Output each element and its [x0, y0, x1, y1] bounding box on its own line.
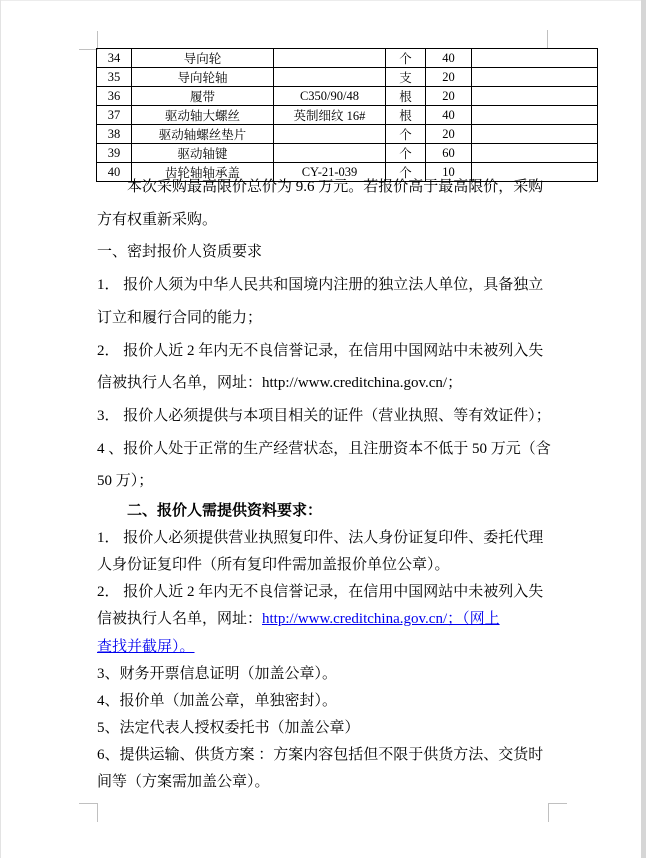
text-line — [97, 634, 567, 661]
cell-unit: 个 — [386, 49, 426, 68]
credit-china-link[interactable]: http://www.creditchina.gov.cn/；（网上 — [262, 611, 500, 628]
text-line: 1． 报价人必须提供营业执照复印件、法人身份证复印件、委托代理 — [97, 530, 544, 547]
text-line: 2． 报价人近 2 年内无不良信誉记录，在信用中国网站中未被列入失 — [97, 584, 544, 601]
cell-spec — [274, 144, 386, 163]
parts-table — [96, 48, 598, 182]
table-row — [97, 49, 598, 68]
cell-name: 齿轮轴轴承盖 — [132, 163, 274, 182]
text-line: 4 、报价人处于正常的生产经营状态，且注册资本不低于 50 万元（含 — [97, 440, 551, 457]
text-line: 信被执行人名单，网址：http://www.creditchina.gov.cn/； — [97, 375, 463, 392]
text-line: 间等（方案需加盖公章）。 — [97, 773, 270, 790]
table-row — [97, 68, 598, 87]
cell-qty: 10 — [426, 163, 472, 182]
text-line: 1． 报价人须为中华人民共和国境内注册的独立法人单位，具备独立 — [97, 277, 544, 294]
cell-note — [472, 87, 598, 106]
cell-note — [472, 68, 598, 87]
cell-qty: 20 — [426, 68, 472, 87]
text-line: 3． 报价人必须提供与本项目相关的证件（营业执照、等有效证件）； — [97, 407, 551, 424]
cell-note — [472, 49, 598, 68]
price-limit-line-1: 本次采购最高限价总价为 9.6 万元。若报价高于最高限价，采购 — [127, 179, 544, 195]
text-line: 3、财务开票信息证明（加盖公章）。 — [97, 665, 338, 682]
cell-note — [472, 106, 598, 125]
cell-no: 36 — [97, 87, 132, 106]
cell-name: 驱动轴大螺丝 — [132, 106, 274, 125]
cell-name: 驱动轴键 — [132, 144, 274, 163]
cell-qty: 20 — [426, 125, 472, 144]
cell-spec: C350/90/48 — [274, 87, 386, 106]
page-edge-top — [0, 0, 646, 1]
cell-name: 履带 — [132, 87, 274, 106]
cell-unit: 支 — [386, 68, 426, 87]
cell-unit: 根 — [386, 106, 426, 125]
credit-china-link-continuation[interactable]: 查找并截屏）。 — [97, 638, 195, 655]
margin-mark-bottom-left-icon — [79, 803, 98, 822]
table-row — [97, 87, 598, 106]
cell-qty: 40 — [426, 49, 472, 68]
text-line: 订立和履行合同的能力； — [97, 309, 263, 326]
text-line: 6、提供运输、供货方案 ：方案内容包括但不限于供货方法、交货时 — [97, 746, 544, 763]
margin-mark-bottom-right-icon — [548, 803, 567, 822]
table-row — [97, 144, 598, 163]
table-row — [97, 106, 598, 125]
text-line: 人身份证复印件（所有复印件需加盖报价单位公章）。 — [97, 557, 450, 574]
text-line: 5、法定代表人授权委托书（加盖公章） — [97, 719, 360, 736]
cell-no: 38 — [97, 125, 132, 144]
cell-no: 35 — [97, 68, 132, 87]
price-limit-line-2: 方有权重新采购。 — [97, 211, 218, 228]
section-2-heading: 二、报价人需提供资料要求： — [127, 503, 323, 520]
cell-unit: 根 — [386, 87, 426, 106]
cell-spec: 英制细纹 16# — [274, 106, 386, 125]
cell-qty: 60 — [426, 144, 472, 163]
text-line: 4、报价单（加盖公章，单独密封）。 — [97, 692, 338, 709]
cell-spec: CY-21-039 — [274, 163, 386, 182]
cell-unit: 个 — [386, 125, 426, 144]
section-1-heading: 一、密封报价人资质要求 — [97, 244, 263, 261]
text-line: 2． 报价人近 2 年内无不良信誉记录，在信用中国网站中未被列入失 — [97, 342, 544, 359]
cell-no: 34 — [97, 49, 132, 68]
text-line: 50 万）； — [97, 473, 154, 490]
table-row — [97, 125, 598, 144]
text-line — [97, 606, 567, 633]
cell-name: 导向轮轴 — [132, 68, 274, 87]
cell-no: 39 — [97, 144, 132, 163]
cell-unit: 个 — [386, 163, 426, 182]
page-edge-right — [641, 0, 646, 858]
cell-note — [472, 125, 598, 144]
cell-name: 导向轮 — [132, 49, 274, 68]
cell-spec — [274, 125, 386, 144]
margin-mark-top-right-icon — [547, 30, 566, 49]
cell-qty: 40 — [426, 106, 472, 125]
cell-no: 37 — [97, 106, 132, 125]
document-body — [97, 171, 567, 796]
cell-qty: 20 — [426, 87, 472, 106]
cell-name: 驱动轴螺丝垫片 — [132, 125, 274, 144]
cell-note — [472, 144, 598, 163]
cell-spec — [274, 49, 386, 68]
text-segment: 信被执行人名单，网址： — [97, 611, 263, 628]
page-edge-left — [0, 0, 1, 858]
cell-no: 40 — [97, 163, 132, 182]
cell-unit: 个 — [386, 144, 426, 163]
cell-spec — [274, 68, 386, 87]
